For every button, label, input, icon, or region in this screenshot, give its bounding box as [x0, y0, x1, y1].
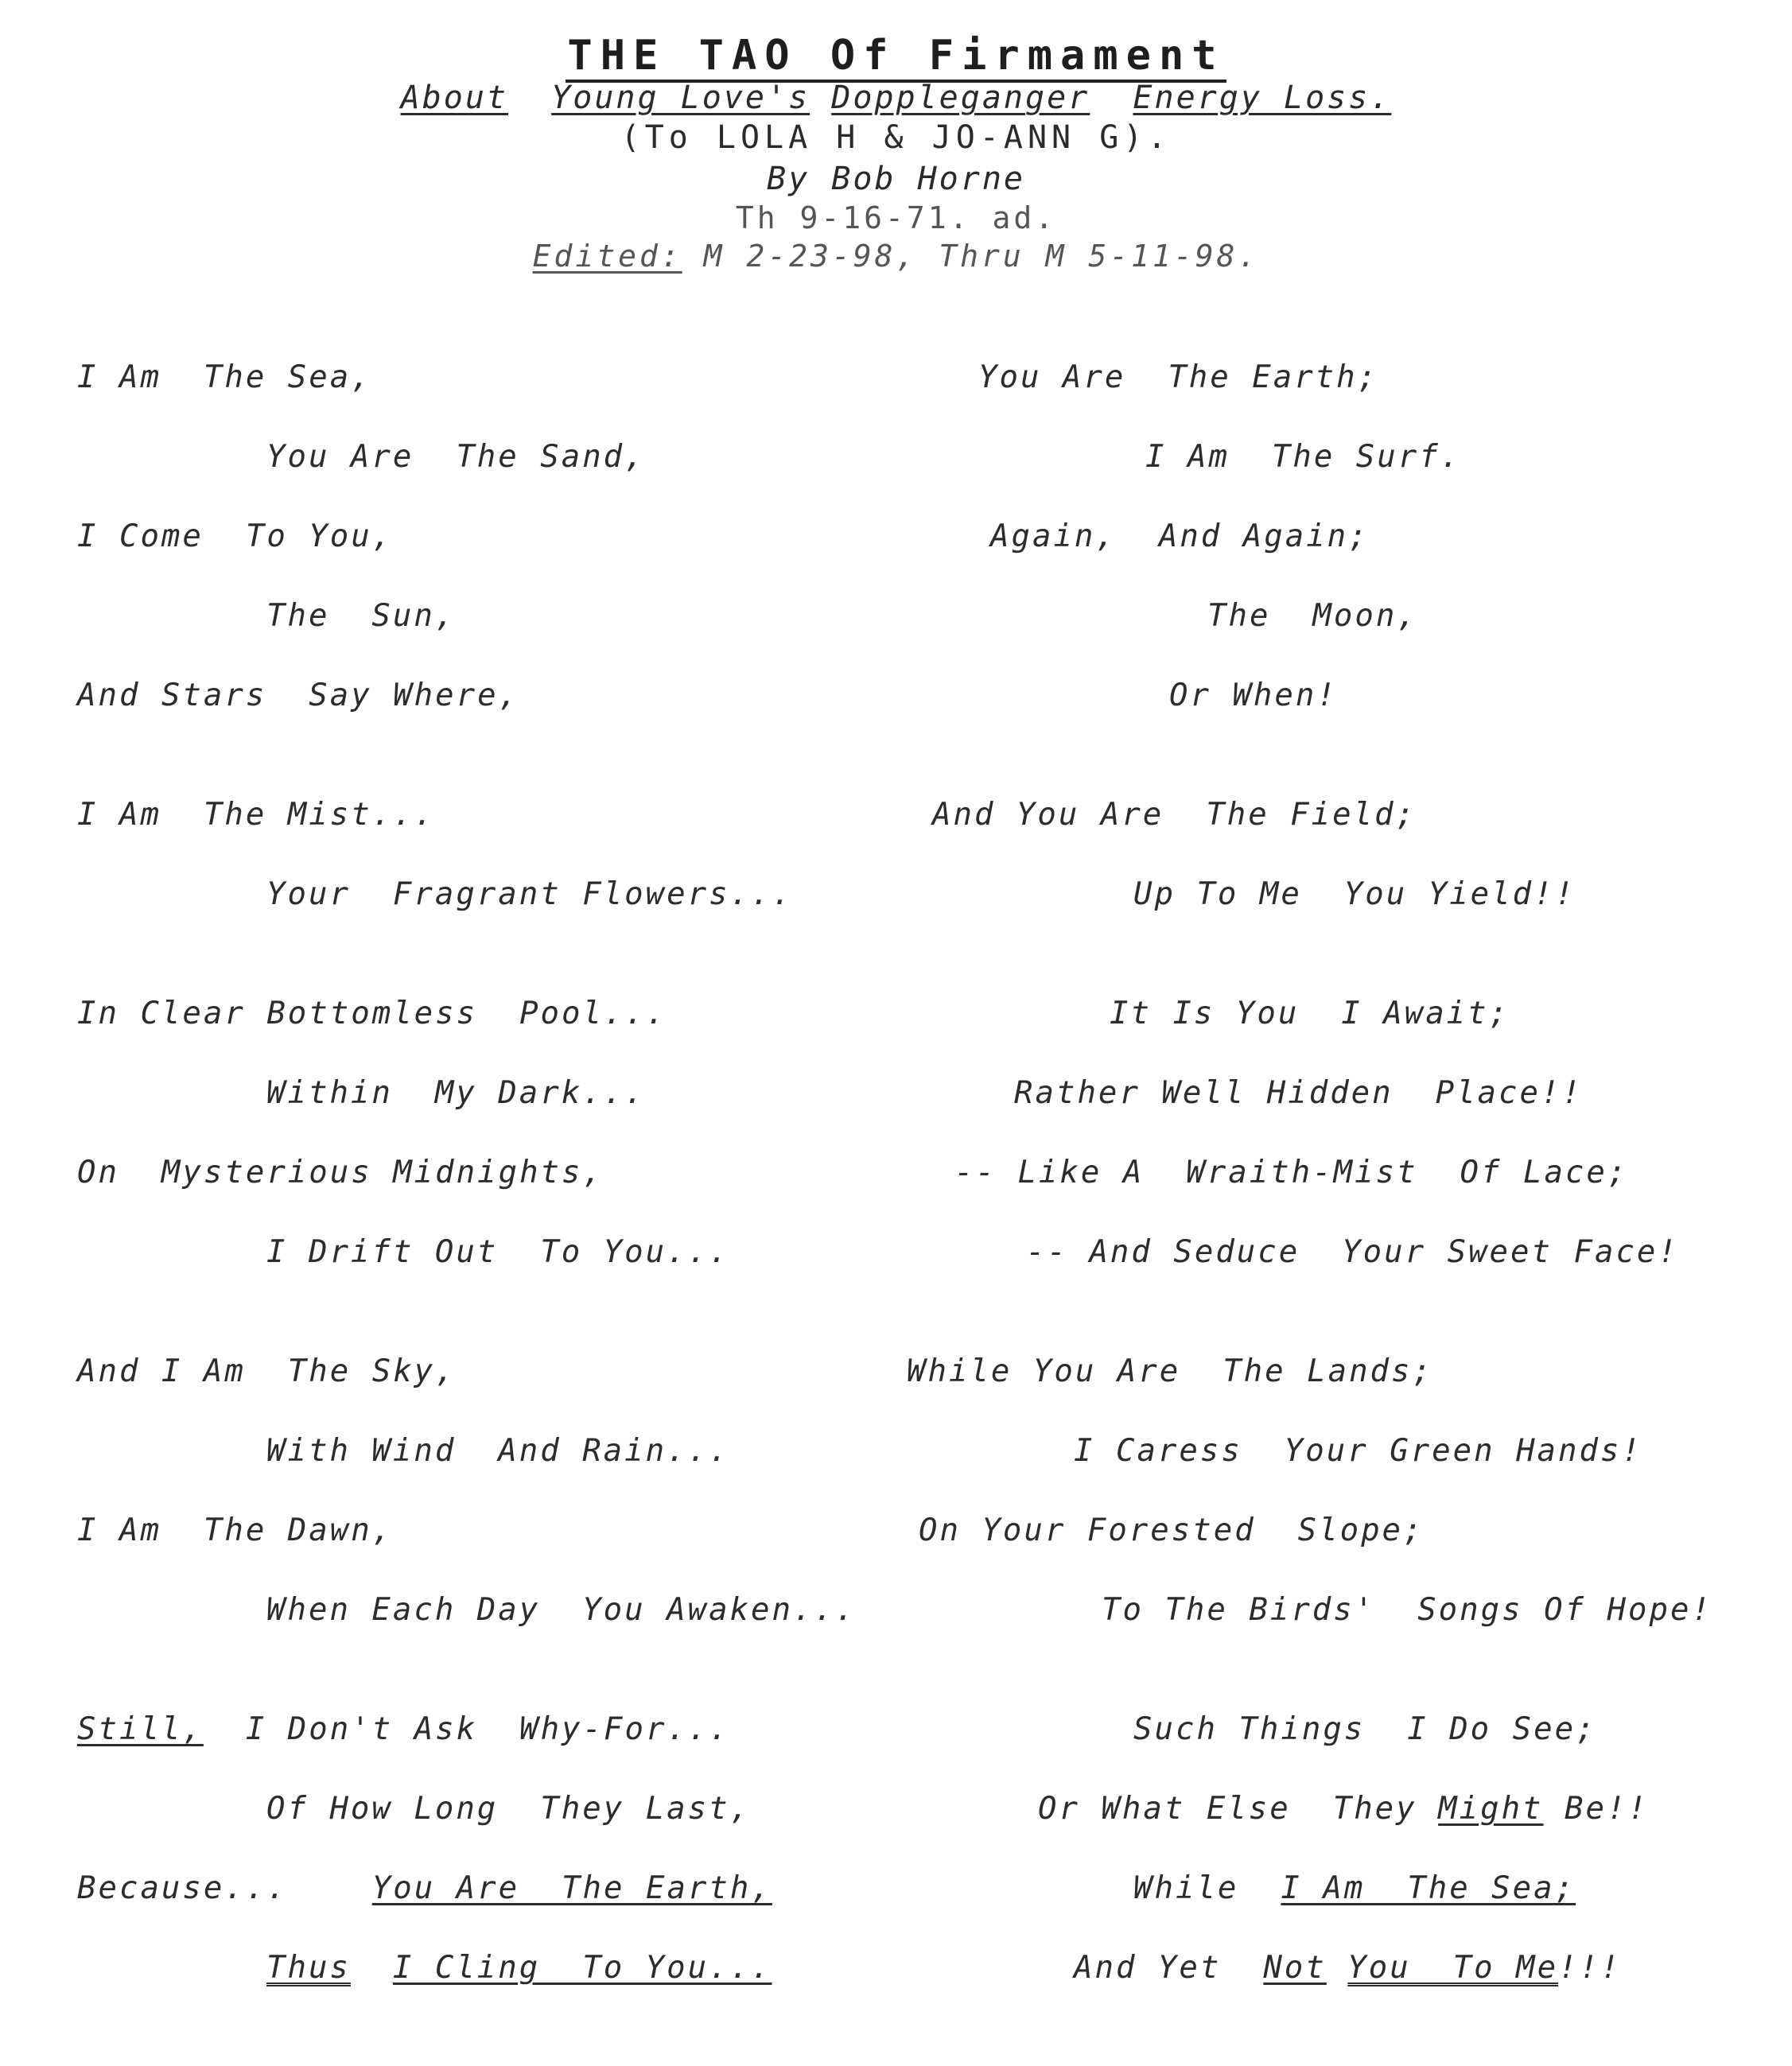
poem-line: On Your Forested Slope; — [919, 1513, 1425, 1548]
poem-line: Because... You Are The Earth, — [77, 1870, 772, 1906]
poem-line: The Moon, — [1207, 598, 1418, 634]
poem-line: While You Are The Lands; — [907, 1353, 1433, 1389]
poem-line: Up To Me You Yield!! — [1133, 876, 1576, 912]
poem-line: Or When! — [1169, 678, 1338, 713]
poem-line: I Come To You, — [77, 518, 394, 554]
poem-line: I Am The Mist... — [77, 797, 436, 833]
poem-line: Rather Well Hidden Place!! — [1014, 1075, 1583, 1111]
poem-line: The Sun, — [266, 598, 457, 634]
poem-line: Again, And Again; — [990, 518, 1370, 554]
poem-line: Still, I Don't Ask Why-For... — [77, 1711, 730, 1747]
poem-line: I Caress Your Green Hands! — [1074, 1433, 1642, 1469]
poem-line: You Are The Sand, — [266, 439, 646, 475]
poem-line: And You Are The Field; — [932, 797, 1417, 833]
poem-line: Within My Dark... — [266, 1075, 646, 1111]
poem-line: Such Things I Do See; — [1133, 1711, 1597, 1747]
poem-line: Of How Long They Last, — [266, 1791, 752, 1827]
poem-line: I Drift Out To You... — [266, 1234, 730, 1270]
byline: By Bob Horne — [767, 161, 1025, 197]
poem-line: On Mysterious Midnights, — [77, 1155, 604, 1190]
poem-line: When Each Day You Awaken... — [266, 1592, 857, 1628]
dedication: (To LOLA H & JO-ANN G). — [620, 119, 1172, 156]
poem-line: While I Am The Sea; — [1133, 1870, 1576, 1906]
poem-line: With Wind And Rain... — [266, 1433, 730, 1469]
poem-line: And Stars Say Where, — [77, 678, 520, 713]
poem-line: You Are The Earth; — [978, 359, 1379, 395]
poem-subtitle: About Young Love's Doppleganger Energy Loss. — [400, 80, 1392, 116]
poem-line: Thus I Cling To You... — [266, 1950, 772, 1986]
edited-dates: Edited: M 2-23-98, Thru M 5-11-98. — [532, 239, 1260, 274]
poem-line: To The Birds' Songs Of Hope! — [1102, 1592, 1712, 1628]
poem-line: Or What Else They Might Be!! — [1038, 1791, 1649, 1827]
poem-line: I Am The Dawn, — [77, 1513, 394, 1548]
poem-line: Your Fragrant Flowers... — [266, 876, 793, 912]
poem-line: -- Like A Wraith-Mist Of Lace; — [954, 1155, 1629, 1190]
poem-line: It Is You I Await; — [1110, 996, 1510, 1031]
poem-line: I Am The Sea, — [77, 359, 372, 395]
poem-line: And Yet Not You To Me!!! — [1074, 1950, 1622, 1986]
poem-line: And I Am The Sky, — [77, 1353, 457, 1389]
poem-title: THE TAO Of Firmament — [0, 32, 1792, 80]
poem-line: In Clear Bottomless Pool... — [77, 996, 667, 1031]
poem-line: I Am The Surf. — [1145, 439, 1462, 475]
written-date: Th 9-16-71. ad. — [735, 200, 1057, 235]
poem-line: -- And Seduce Your Sweet Face! — [1026, 1234, 1679, 1270]
